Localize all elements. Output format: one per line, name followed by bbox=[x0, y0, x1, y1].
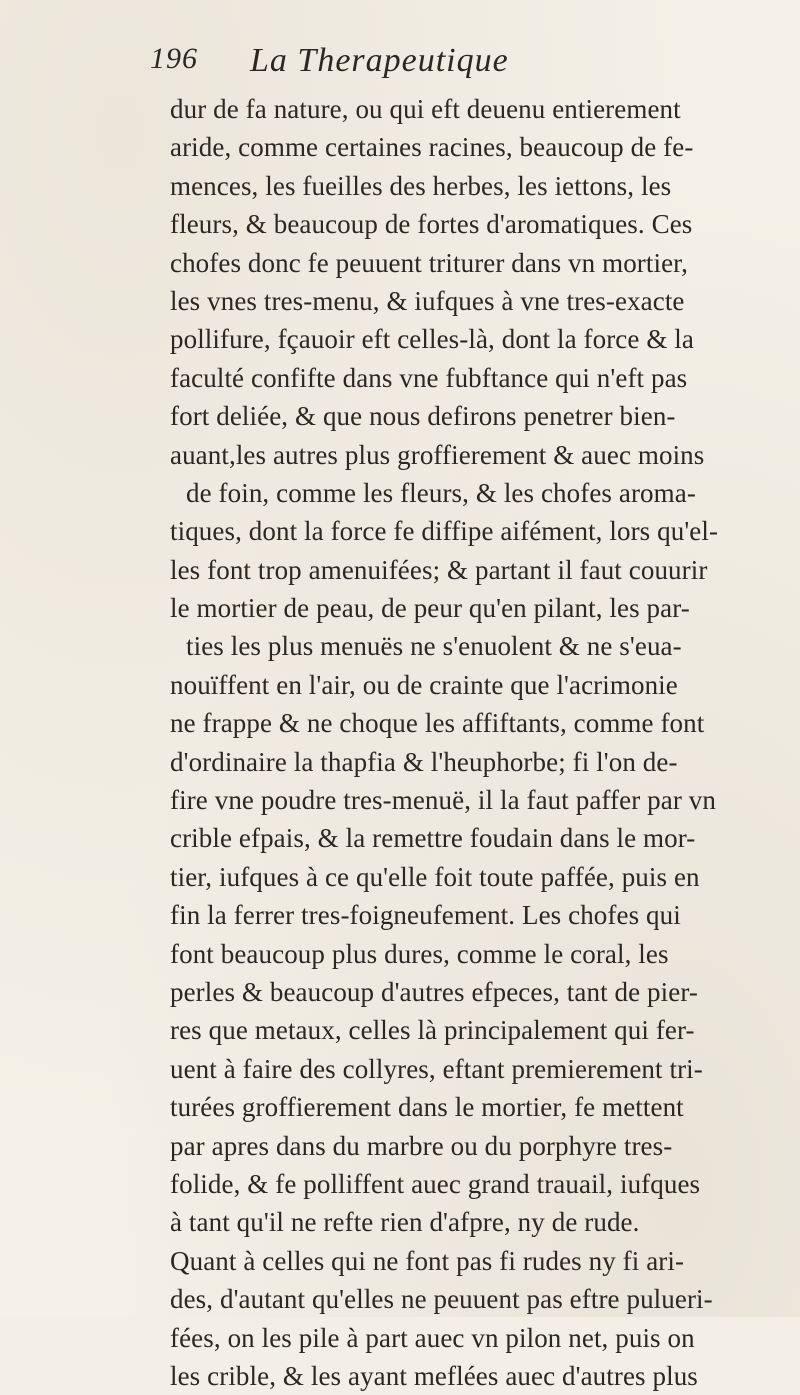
text-line: à tant qu'il ne refte rien d'afpre, ny de rude. bbox=[170, 1207, 640, 1238]
body-text bbox=[170, 90, 770, 1395]
text-line: res que metaux, celles là principalement qui fer- bbox=[170, 1015, 695, 1046]
text-line: auant,les autres plus groffierement & auec moins bbox=[170, 439, 705, 470]
text-line: d'ordinaire la thapfia & l'heuphorbe; fi l'on de- bbox=[170, 746, 678, 777]
text-line: folide, & fe polliffent auec grand trauail, iufques bbox=[170, 1168, 701, 1199]
text-line: le mortier de peau, de peur qu'en pilant, les par- bbox=[170, 593, 690, 624]
text-line: ne frappe & ne choque les affiftants, comme font bbox=[170, 708, 705, 739]
text-line: des, d'autant qu'elles ne peuuent pas eftre pulueri- bbox=[170, 1284, 713, 1315]
text-line: fort deliée, & que nous defirons penetrer bien- bbox=[170, 401, 676, 432]
text-line: turées groffierement dans le mortier, fe mettent bbox=[170, 1092, 684, 1123]
text-line: les crible, & les ayant meflées auec d'autres plus bbox=[170, 1360, 698, 1391]
text-line: les vnes tres-menu, & iufques à vne tres-exacte bbox=[170, 285, 685, 316]
text-line: nouïffent en l'air, ou de crainte que l'acrimonie bbox=[170, 669, 678, 700]
text-line: dur de fa nature, ou qui eft deuenu entierement bbox=[170, 94, 681, 124]
text-line: tier, iufques à ce qu'elle foit toute paffée, puis en bbox=[170, 861, 700, 892]
text-line: aride, comme certaines racines, beaucoup de fe- bbox=[170, 132, 694, 163]
text-line: de foin, comme les fleurs, & les chofes aroma- bbox=[186, 477, 696, 508]
running-title: La Therapeutique bbox=[250, 42, 509, 79]
text-line: crible efpais, & la remettre foudain dans le mor- bbox=[170, 823, 696, 854]
text-line: faculté confifte dans vne fubftance qui n'eft pas bbox=[170, 362, 688, 393]
text-line: fées, on les pile à part auec vn pilon net, puis on bbox=[170, 1322, 695, 1353]
text-line: pollifure, fçauoir eft celles-là, dont la force & la bbox=[170, 324, 694, 355]
text-line: les font trop amenuifées; & partant il faut couurir bbox=[170, 554, 708, 585]
text-line: uent à faire des collyres, eftant premierement tri- bbox=[170, 1053, 703, 1084]
text-line: par apres dans du marbre ou du porphyre tres- bbox=[170, 1130, 673, 1161]
text-line: Quant à celles qui ne font pas fi rudes ny fi ari- bbox=[170, 1245, 685, 1276]
text-line: tiques, dont la force fe diffipe aifément, lors qu'el- bbox=[170, 516, 719, 547]
text-line: font beaucoup plus dures, comme le coral, les bbox=[170, 938, 669, 969]
page-header bbox=[150, 42, 710, 92]
text-line: chofes donc fe peuuent triturer dans vn mortier, bbox=[170, 247, 689, 278]
text-line: mences, les fueilles des herbes, les iettons, les bbox=[170, 170, 672, 201]
text-line: ties les plus menuës ne s'enuolent & ne s'eua- bbox=[186, 631, 682, 662]
page-number: 196 bbox=[150, 42, 198, 75]
text-line: perles & beaucoup d'autres efpeces, tant de pier- bbox=[170, 976, 698, 1007]
text-line: fire vne poudre tres-menuë, il la faut paffer par vn bbox=[170, 785, 716, 816]
text-line: fleurs, & beaucoup de fortes d'aromatiques. Ces bbox=[170, 209, 693, 240]
text-line: fin la ferrer tres-foigneufement. Les chofes qui bbox=[170, 900, 681, 931]
